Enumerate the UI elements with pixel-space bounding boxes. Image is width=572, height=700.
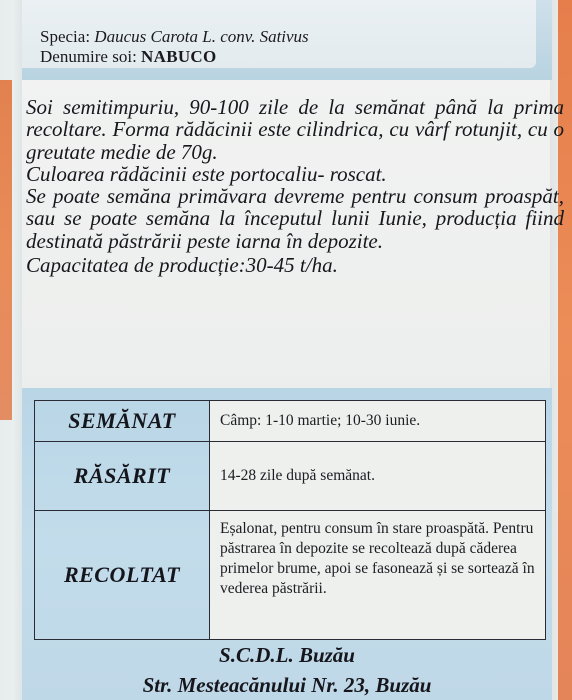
table-label-sowing: SEMĂNAT — [35, 401, 210, 442]
table-row — [35, 401, 546, 442]
producer-name: S.C.D.L. Buzău — [219, 643, 355, 667]
producer-footer — [22, 640, 552, 700]
description-paragraph-4: Capacitatea de producție:30-45 t/ha. — [26, 253, 338, 278]
table-value-sowing: Câmp: 1-10 martie; 10-30 iunie. — [210, 401, 546, 442]
table-label-emergence: RĂSĂRIT — [35, 442, 210, 511]
variety-label: Denumire soi: — [40, 47, 142, 66]
description-paragraph-3: Se poate semăna primăvara devreme pentru consum proaspăt, sau se poate semăna la începutul lunii Iunie, producția fiind destinată păstrării peste iarna în depozite. — [26, 184, 564, 253]
species-value: Daucus Carota L. conv. Sativus — [94, 27, 309, 46]
species-label: Specia: — [40, 27, 95, 46]
left-orange-stripe — [0, 80, 12, 420]
table-value-harvest: Eșalonat, pentru consum în stare proaspătă. Pentru păstrarea în depozite se recoltează după căderea primelor brume, apoi se fasonează și se sortează în vederea păstrării. — [210, 511, 546, 640]
producer-address: Str. Mesteacănului Nr. 23, Buzău — [142, 673, 432, 697]
left-packet-edge — [0, 0, 22, 700]
species-line — [40, 27, 309, 47]
table-value-emergence: 14-28 zile după semănat. — [210, 442, 546, 511]
table-row — [35, 442, 546, 511]
variety-value: NABUCO — [141, 47, 217, 66]
description-paragraph-2: Culoarea rădăcinii este portocaliu- roscat. — [26, 161, 387, 186]
table-row — [35, 511, 546, 640]
variety-line — [40, 47, 217, 67]
description-paragraph-1: Soi semitimpuriu, 90-100 zile de la semănat până la prima recoltare. Forma rădăcinii este cilindrica, cu vârf rotunjit, cu o greutate medie de 70g. — [26, 95, 564, 164]
variety-description — [26, 96, 564, 276]
table-label-harvest: RECOLTAT — [35, 511, 210, 640]
schedule-table — [34, 400, 546, 640]
